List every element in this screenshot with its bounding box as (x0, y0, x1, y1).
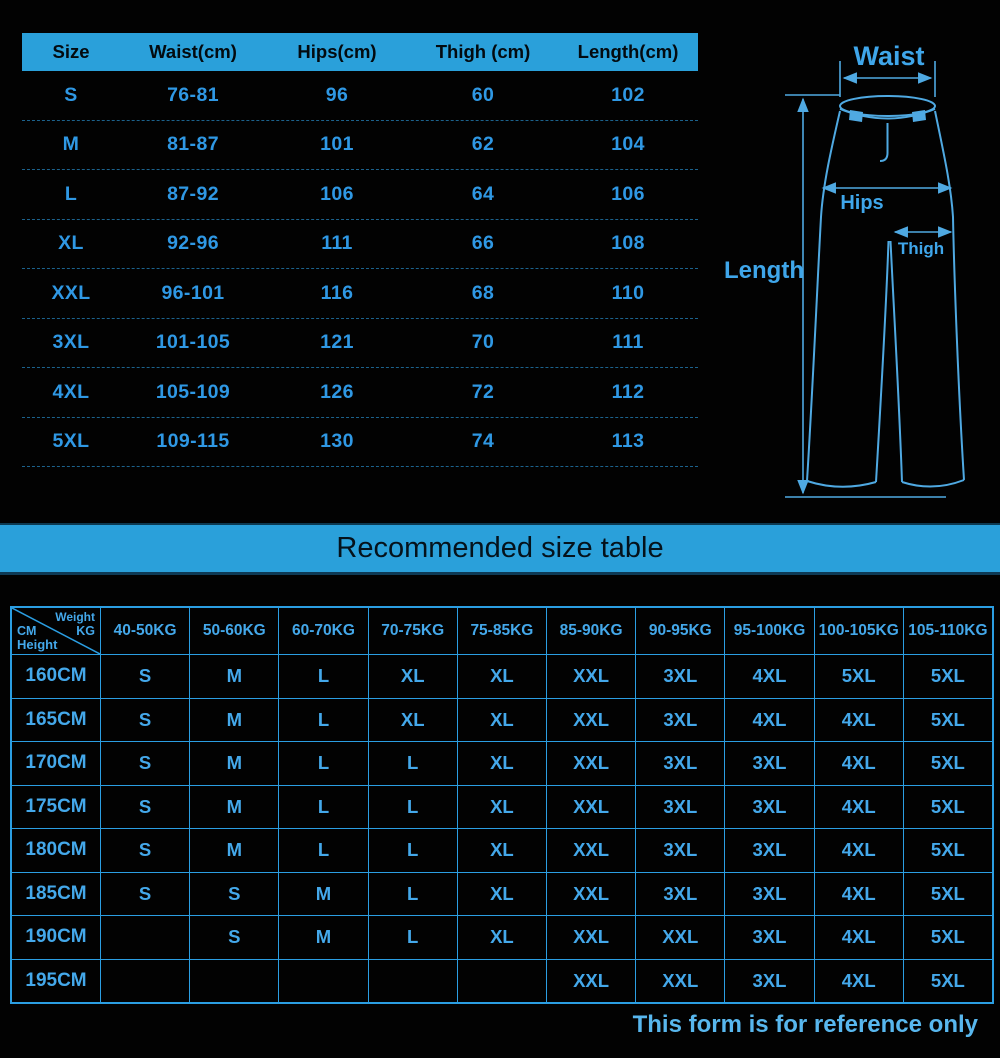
size-rec-cell: XXL (546, 654, 635, 698)
size-rec-cell: L (278, 828, 367, 872)
size-table-cell: 110 (611, 281, 645, 304)
size-rec-cell (189, 959, 278, 1003)
size-table-cell: 102 (611, 83, 645, 106)
size-rec-cell: XXL (635, 959, 724, 1003)
size-rec-cell: XXL (635, 915, 724, 959)
corner-cell (12, 608, 100, 654)
size-rec-cell: 3XL (635, 654, 724, 698)
corner-kg-label: KG (76, 624, 95, 638)
pants-outline (807, 96, 964, 487)
size-rec-cell: 5XL (903, 915, 992, 959)
size-rec-cell: XXL (546, 872, 635, 916)
size-table-cell: 72 (471, 380, 495, 403)
size-table-header-cell: Thigh (cm) (435, 41, 531, 62)
size-rec-cell: S (100, 741, 189, 785)
rec-table-row (12, 741, 992, 785)
size-rec-cell: XL (457, 828, 546, 872)
size-rec-cell: 5XL (903, 698, 992, 742)
size-table-cell: 106 (611, 182, 645, 205)
size-rec-cell: M (189, 654, 278, 698)
size-table-cell: L (64, 182, 78, 205)
size-table (22, 33, 698, 467)
size-table-cell: 106 (320, 182, 354, 205)
size-table-cell: 70 (471, 331, 495, 354)
size-table-cell: 121 (320, 331, 354, 354)
size-table-row (22, 418, 698, 468)
size-table-cell: 62 (471, 133, 495, 156)
height-cell: 180CM (12, 828, 100, 872)
size-rec-cell: 3XL (724, 828, 813, 872)
corner-cm-label: CM (17, 624, 37, 638)
size-rec-cell (100, 959, 189, 1003)
rec-table-row (12, 654, 992, 698)
size-table-cell: XL (58, 232, 84, 255)
size-table-row (22, 319, 698, 369)
size-rec-cell (278, 959, 367, 1003)
size-rec-cell: 3XL (724, 959, 813, 1003)
size-rec-cell: M (189, 785, 278, 829)
size-rec-cell: S (100, 828, 189, 872)
size-rec-cell: XL (457, 654, 546, 698)
size-rec-cell: L (278, 654, 367, 698)
size-rec-cell: 4XL (814, 741, 903, 785)
size-table-cell: 126 (320, 380, 354, 403)
size-rec-cell: 4XL (814, 785, 903, 829)
size-rec-cell: 5XL (903, 654, 992, 698)
size-rec-cell: XL (457, 785, 546, 829)
corner-weight-label: Weight (55, 610, 95, 624)
size-rec-cell: 3XL (724, 915, 813, 959)
size-rec-cell (457, 959, 546, 1003)
size-table-cell: 108 (611, 232, 645, 255)
size-table-cell: 111 (321, 232, 353, 255)
size-rec-cell: 3XL (724, 741, 813, 785)
size-rec-cell: S (100, 785, 189, 829)
weight-header-cell: 95-100KG (724, 608, 813, 654)
size-table-cell: 68 (471, 281, 495, 304)
size-rec-cell: M (278, 872, 367, 916)
size-rec-cell: 4XL (724, 698, 813, 742)
size-rec-cell: XL (457, 698, 546, 742)
size-rec-cell: L (368, 915, 457, 959)
size-table-cell: 3XL (52, 331, 90, 354)
size-rec-cell: M (189, 828, 278, 872)
size-rec-cell: 5XL (903, 741, 992, 785)
size-table-cell: 74 (471, 430, 495, 453)
size-rec-cell: XL (457, 741, 546, 785)
size-rec-cell: XL (457, 872, 546, 916)
size-rec-cell: 5XL (903, 959, 992, 1003)
rec-table-row (12, 698, 992, 742)
size-table-cell: 104 (611, 133, 645, 156)
weight-header-cell: 105-110KG (903, 608, 992, 654)
corner-height-label: Height (17, 637, 58, 652)
height-cell: 195CM (12, 959, 100, 1003)
size-rec-cell: XXL (546, 959, 635, 1003)
size-rec-cell: L (278, 741, 367, 785)
size-table-cell: 111 (612, 331, 644, 354)
size-rec-cell: XL (457, 915, 546, 959)
rec-table-row (12, 872, 992, 916)
banner-title: Recommended size table (336, 532, 664, 564)
size-table-cell: 76-81 (167, 83, 219, 106)
size-rec-cell: L (278, 785, 367, 829)
size-rec-cell: S (100, 698, 189, 742)
size-table-cell: 101 (320, 133, 354, 156)
size-rec-cell: 4XL (814, 959, 903, 1003)
size-rec-cell: L (368, 741, 457, 785)
size-table-cell: 81-87 (167, 133, 219, 156)
weight-header-cell: 100-105KG (814, 608, 903, 654)
size-rec-cell: M (189, 741, 278, 785)
size-rec-cell: 3XL (635, 741, 724, 785)
size-table-row (22, 71, 698, 121)
size-rec-cell: XXL (546, 741, 635, 785)
size-table-header-cell: Size (52, 41, 90, 62)
size-rec-cell: XL (368, 654, 457, 698)
size-rec-cell: 3XL (635, 698, 724, 742)
footer-note: This form is for reference only (632, 1011, 978, 1038)
size-rec-cell: 5XL (903, 872, 992, 916)
size-table-cell: 105-109 (155, 380, 231, 403)
recommended-size-table (10, 606, 994, 1004)
weight-header-cell: 75-85KG (457, 608, 546, 654)
hips-label: Hips (840, 192, 884, 214)
size-table-cell: 66 (471, 232, 495, 255)
size-table-cell: 113 (611, 430, 645, 453)
rec-table-row (12, 959, 992, 1003)
size-table-cell: M (62, 133, 80, 156)
size-rec-cell: L (368, 872, 457, 916)
size-table-row (22, 121, 698, 171)
size-table-cell: 130 (320, 430, 354, 453)
size-rec-cell: 4XL (814, 872, 903, 916)
size-table-row (22, 170, 698, 220)
size-table-cell: 60 (471, 83, 495, 106)
size-table-cell: S (64, 83, 78, 106)
size-rec-cell: 3XL (724, 785, 813, 829)
rec-table-body (12, 654, 992, 1002)
size-table-cell: XXL (51, 281, 91, 304)
size-table-cell: 64 (471, 182, 495, 205)
rec-table-header (12, 608, 992, 654)
size-rec-cell: 3XL (635, 828, 724, 872)
weight-header-cell: 50-60KG (189, 608, 278, 654)
size-rec-cell: 3XL (724, 872, 813, 916)
size-table-header-cell: Hips(cm) (297, 41, 377, 62)
pants-diagram (700, 25, 1000, 520)
size-table-cell: 87-92 (167, 182, 219, 205)
size-rec-cell: L (278, 698, 367, 742)
size-table-cell: 109-115 (156, 430, 230, 453)
rec-table-row (12, 915, 992, 959)
thigh-label: Thigh (897, 239, 945, 258)
size-table-cell: 96 (325, 83, 349, 106)
height-cell: 160CM (12, 654, 100, 698)
size-table-header-cell: Waist(cm) (149, 41, 237, 62)
size-rec-cell: 4XL (724, 654, 813, 698)
rec-table-row (12, 828, 992, 872)
size-table-cell: 112 (611, 380, 645, 403)
weight-header-cell: 60-70KG (278, 608, 367, 654)
size-table-row (22, 220, 698, 270)
corner-diagonal-line (12, 608, 100, 654)
size-rec-cell: S (100, 654, 189, 698)
size-rec-cell: M (189, 698, 278, 742)
size-rec-cell: L (368, 785, 457, 829)
size-rec-cell: XXL (546, 698, 635, 742)
banner (0, 523, 1000, 575)
size-rec-cell: 5XL (903, 828, 992, 872)
size-table-header-cell: Length(cm) (577, 41, 679, 62)
size-rec-cell: XL (368, 698, 457, 742)
weight-header-cell: 90-95KG (635, 608, 724, 654)
size-rec-cell: 3XL (635, 785, 724, 829)
size-table-cell: 4XL (52, 380, 90, 403)
size-table-header (22, 33, 698, 71)
size-table-cell: 96-101 (161, 281, 225, 304)
size-rec-cell: 3XL (635, 872, 724, 916)
size-table-cell: 5XL (52, 430, 90, 453)
size-rec-cell: XXL (546, 828, 635, 872)
size-table-row (22, 368, 698, 418)
size-table-body (22, 71, 698, 467)
size-rec-cell: 4XL (814, 828, 903, 872)
size-rec-cell: M (278, 915, 367, 959)
rec-table-row (12, 785, 992, 829)
waist-label: Waist (853, 41, 925, 71)
size-rec-cell: S (189, 915, 278, 959)
size-rec-cell: 4XL (814, 698, 903, 742)
size-rec-cell: XXL (546, 915, 635, 959)
weight-header-cell: 40-50KG (100, 608, 189, 654)
weight-header-cell: 70-75KG (368, 608, 457, 654)
length-label: Length (724, 257, 804, 284)
size-rec-cell (100, 915, 189, 959)
size-rec-cell: 5XL (903, 785, 992, 829)
height-cell: 185CM (12, 872, 100, 916)
size-table-cell: 101-105 (155, 331, 231, 354)
size-rec-cell: S (100, 872, 189, 916)
size-table-cell: 116 (320, 281, 354, 304)
height-cell: 190CM (12, 915, 100, 959)
size-rec-cell: S (189, 872, 278, 916)
size-rec-cell: XXL (546, 785, 635, 829)
height-cell: 175CM (12, 785, 100, 829)
height-cell: 165CM (12, 698, 100, 742)
weight-header-cell: 85-90KG (546, 608, 635, 654)
size-table-cell: 92-96 (167, 232, 219, 255)
size-rec-cell: L (368, 828, 457, 872)
size-rec-cell: 4XL (814, 915, 903, 959)
height-cell: 170CM (12, 741, 100, 785)
size-rec-cell: 5XL (814, 654, 903, 698)
size-table-row (22, 269, 698, 319)
size-rec-cell (368, 959, 457, 1003)
